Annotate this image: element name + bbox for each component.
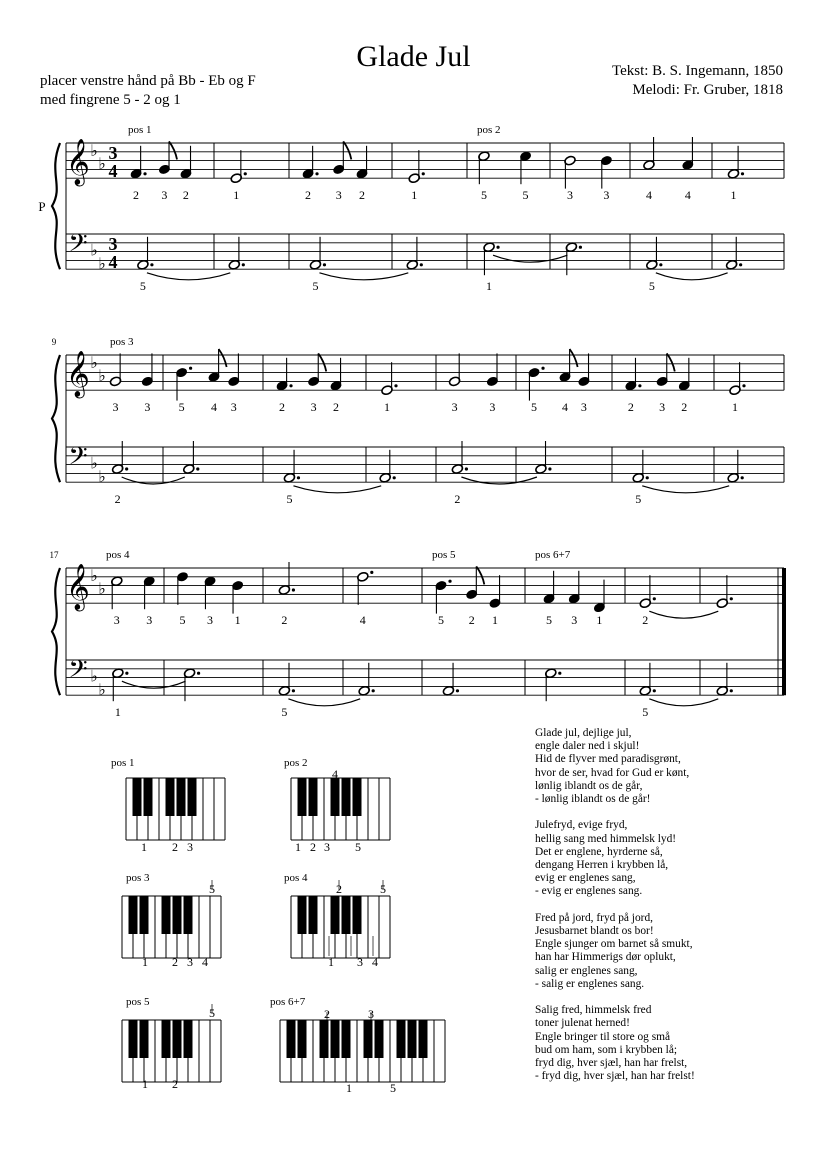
finger-number: 2 (642, 613, 649, 627)
diagram-finger-number: 2 (172, 840, 178, 854)
diagram-finger-number: 4 (332, 767, 338, 781)
augmentation-dot (370, 571, 373, 574)
diagram-finger-number: 3 (187, 840, 193, 854)
augmentation-dot (196, 467, 199, 470)
finger-number: 5 (531, 400, 538, 414)
finger-number: 5 (178, 400, 185, 414)
pos3-diagram (122, 872, 221, 969)
measure-number: 9 (51, 337, 57, 347)
finger-number: 4 (684, 188, 691, 202)
verse-1 (535, 727, 815, 806)
lyric-line: evig er englenes sang, (535, 872, 636, 885)
verse-3 (535, 912, 815, 991)
lyric-line: - evig er englenes sang. (535, 885, 643, 898)
page-title: Glade Jul (356, 40, 471, 73)
lyric-line: engle daler ned i skjul! (535, 740, 640, 753)
bass-finger-number: 1 (114, 705, 121, 719)
diagram-finger-number: 3 (368, 1007, 374, 1021)
augmentation-dot (739, 263, 742, 266)
eighth-flag (667, 353, 675, 371)
bass-clef-icon: 𝄢 (68, 443, 88, 476)
augmentation-dot (189, 367, 192, 370)
tie (642, 486, 729, 493)
brace (52, 355, 60, 482)
black-key (133, 778, 142, 816)
diagram-finger-number: 3 (324, 840, 330, 854)
tie (493, 255, 567, 262)
flat-icon: ♭ (98, 681, 106, 699)
augmentation-dot (393, 476, 396, 479)
lyric-line: Glade jul, dejlige jul, (535, 727, 632, 739)
lyric-line: dengang Herren i krybben lå, (535, 859, 669, 872)
tie (122, 681, 186, 688)
lyric-line: - salig er englenes sang. (535, 977, 645, 990)
diagram-finger-number: 3 (357, 955, 363, 969)
finger-number: 2 (182, 188, 189, 202)
tie (288, 699, 360, 706)
augmentation-dot (653, 689, 656, 692)
pos2-diagram (284, 757, 390, 854)
black-key (364, 1020, 373, 1058)
augmentation-dot (653, 597, 656, 600)
finger-number: 3 (335, 188, 342, 202)
black-key (331, 896, 340, 934)
position-label: pos 6+7 (535, 549, 571, 561)
black-key (342, 896, 351, 934)
finger-number: 1 (732, 400, 738, 414)
black-key (298, 778, 307, 816)
position-diagram-label: pos 5 (126, 996, 150, 1008)
black-key (188, 778, 197, 816)
augmentation-dot (646, 476, 649, 479)
diagram-finger-number: 5 (380, 882, 386, 896)
lyric-line: hellig sang med himmelsk lyd! (535, 832, 677, 845)
tie (122, 477, 185, 484)
black-key (140, 896, 149, 934)
finger-number: 2 (681, 400, 688, 414)
lyric-line: - fryd dig, hver sjæl, han har frelst! (535, 1070, 695, 1083)
black-key (173, 896, 182, 934)
black-key (408, 1020, 417, 1058)
bass-finger-number: 2 (114, 492, 121, 506)
finger-number: 3 (567, 188, 573, 202)
time-signature-denominator: 4 (108, 252, 118, 272)
bass-finger-number: 5 (635, 492, 642, 506)
black-key (353, 896, 362, 934)
black-key (173, 1020, 182, 1058)
black-key (162, 896, 171, 934)
black-key (144, 778, 153, 816)
finger-number: 2 (305, 188, 312, 202)
augmentation-dot (289, 384, 292, 387)
augmentation-dot (323, 263, 326, 266)
augmentation-dot (394, 384, 397, 387)
bass-clef-icon: 𝄢 (68, 230, 88, 263)
augmentation-dot (292, 689, 295, 692)
verse-4 (535, 1004, 815, 1083)
lyrics (535, 727, 815, 1097)
lyric-line: Fred på jord, fryd på jord, (535, 911, 653, 924)
tie (319, 273, 408, 280)
diagram-finger-number: 2 (172, 1077, 178, 1091)
flat-icon: ♭ (90, 567, 98, 585)
position-diagram-label: pos 1 (111, 757, 135, 769)
flat-icon: ♭ (98, 255, 106, 273)
treble-clef-icon: 𝄞 (66, 351, 90, 396)
black-key (342, 778, 351, 816)
finger-number: 3 (144, 400, 151, 414)
tie (293, 486, 381, 493)
bass-finger-number: 5 (286, 492, 293, 506)
augmentation-dot (456, 689, 459, 692)
finger-number: 1 (234, 613, 241, 627)
augmentation-dot (420, 263, 423, 266)
finger-number: 1 (411, 188, 418, 202)
augmentation-dot (422, 172, 425, 175)
diagram-finger-number: 2 (172, 955, 178, 969)
position-label: pos 2 (477, 124, 501, 136)
bass-finger-number: 5 (642, 705, 649, 719)
bass-finger-number: 2 (454, 492, 461, 506)
position-label: pos 3 (110, 336, 134, 348)
augmentation-dot (197, 672, 200, 675)
flat-icon: ♭ (98, 581, 106, 598)
bass-finger-number: 5 (139, 279, 146, 293)
diagram-finger-number: 5 (209, 1006, 215, 1020)
finger-number: 3 (603, 188, 610, 202)
lyric-line: Salig fred, himmelsk fred (535, 1004, 652, 1017)
pos1-diagram (111, 757, 225, 854)
lyric-line: - lønlig iblandt os de går! (535, 793, 651, 806)
bass-finger-number: 5 (312, 279, 319, 293)
augmentation-dot (125, 672, 128, 675)
diagram-finger-number: 1 (346, 1081, 352, 1095)
diagram-finger-number: 1 (142, 1077, 148, 1091)
finger-number: 4 (562, 400, 568, 414)
augmentation-dot (742, 384, 745, 387)
position-diagram-label: pos 2 (284, 757, 308, 769)
black-key (184, 1020, 193, 1058)
augmentation-dot (548, 467, 551, 470)
finger-number: 2 (358, 188, 365, 202)
time-signature-numerator: 3 (108, 143, 118, 163)
eighth-flag (476, 566, 484, 584)
lyric-line: bud om ham, som i krybben lå; (535, 1043, 678, 1056)
finger-number: 3 (571, 613, 578, 627)
augmentation-dot (558, 672, 561, 675)
instrument-label: P (38, 199, 46, 214)
diagram-finger-number: 2 (336, 882, 342, 896)
lyric-line: Hid de flyver med paradisgrønt, (535, 753, 681, 766)
flat-icon: ♭ (90, 242, 98, 260)
flat-icon: ♭ (98, 368, 106, 385)
flat-icon: ♭ (90, 455, 98, 473)
brace (52, 568, 60, 695)
time-signature-denominator: 4 (108, 161, 118, 181)
eighth-flag (219, 349, 227, 367)
black-key (184, 896, 193, 934)
augmentation-dot (315, 172, 318, 175)
pos6-7-diagram (270, 996, 445, 1095)
position-diagram-label: pos 6+7 (270, 996, 306, 1008)
finger-number: 3 (310, 400, 317, 414)
treble-clef-icon: 𝄞 (66, 139, 90, 184)
finger-number: 3 (580, 400, 587, 414)
eighth-flag (343, 141, 351, 159)
finger-number: 1 (596, 613, 603, 627)
augmentation-dot (741, 172, 744, 175)
finger-number: 3 (489, 400, 496, 414)
lyric-line: Det er englene, hyrderne så, (535, 845, 663, 858)
finger-number: 3 (207, 613, 214, 627)
position-diagram-label: pos 3 (126, 872, 150, 884)
lyric-line: lønlig iblandt os de går, (535, 779, 643, 792)
diagram-finger-number: 1 (142, 955, 148, 969)
finger-number: 2 (281, 613, 288, 627)
hand-placement-instructions (40, 72, 256, 110)
bass-finger-number: 5 (281, 705, 288, 719)
black-key (298, 896, 307, 934)
black-key (320, 1020, 329, 1058)
flat-icon: ♭ (98, 468, 106, 486)
position-label: pos 5 (432, 549, 456, 561)
pos5-diagram (122, 996, 221, 1091)
finger-number: 4 (645, 188, 652, 202)
flat-icon: ♭ (90, 668, 98, 686)
augmentation-dot (244, 172, 247, 175)
augmentation-dot (292, 588, 295, 591)
tie (649, 611, 718, 618)
bass-finger-number: 1 (486, 279, 493, 293)
finger-number: 4 (359, 613, 366, 627)
lyric-line: Jesusbarnet blandt os bor! (535, 925, 654, 938)
composer-credit: Melodi: Fr. Gruber, 1818 (632, 82, 783, 98)
diagram-finger-number: 1 (295, 840, 301, 854)
black-key (419, 1020, 428, 1058)
augmentation-dot (448, 580, 451, 583)
augmentation-dot (741, 476, 744, 479)
black-key (298, 1020, 307, 1058)
diagram-finger-number: 1 (141, 840, 147, 854)
diagram-finger-number: 2 (324, 1007, 330, 1021)
finger-number: 5 (546, 613, 552, 627)
flat-icon: ♭ (90, 354, 98, 372)
finger-number: 3 (659, 400, 666, 414)
eighth-flag (570, 349, 578, 367)
black-key (342, 1020, 351, 1058)
diagram-finger-number: 1 (328, 955, 334, 969)
verse-2 (535, 819, 815, 898)
diagram-finger-number: 4 (372, 955, 378, 969)
lyricist-credit: Tekst: B. S. Ingemann, 1850 (611, 63, 783, 79)
black-key (287, 1020, 296, 1058)
finger-number: 2 (279, 400, 286, 414)
time-signature-numerator: 3 (108, 234, 118, 254)
augmentation-dot (297, 476, 300, 479)
black-key (309, 778, 318, 816)
diagram-finger-number: 4 (202, 955, 208, 969)
diagram-finger-number: 2 (310, 840, 316, 854)
augmentation-dot (150, 263, 153, 266)
augmentation-dot (541, 367, 544, 370)
black-key (162, 1020, 171, 1058)
lyric-line: toner julenat herned! (535, 1017, 630, 1030)
finger-number: 4 (211, 400, 217, 414)
lyric-line: Engle sjunger om barnet så smukt, (535, 938, 693, 951)
measure-number: 17 (49, 550, 59, 560)
augmentation-dot (465, 467, 468, 470)
flat-icon: ♭ (98, 156, 106, 173)
tie (147, 273, 230, 280)
augmentation-dot (372, 689, 375, 692)
eighth-flag (169, 141, 177, 159)
eighth-flag (318, 353, 326, 371)
finger-number: 2 (332, 400, 339, 414)
finger-number: 3 (113, 613, 120, 627)
finger-number: 3 (146, 613, 153, 627)
tie (656, 273, 728, 280)
finger-number: 3 (451, 400, 458, 414)
diagram-finger-number: 5 (390, 1081, 396, 1095)
black-key (140, 1020, 149, 1058)
credits (612, 62, 783, 100)
finger-number: 2 (133, 188, 140, 202)
augmentation-dot (730, 689, 733, 692)
bass-finger-number: 5 (648, 279, 655, 293)
finger-number: 3 (161, 188, 168, 202)
augmentation-dot (730, 597, 733, 600)
augmentation-dot (143, 172, 146, 175)
position-label: pos 1 (128, 124, 152, 136)
finger-number: 1 (730, 188, 737, 202)
black-key (129, 1020, 138, 1058)
lyric-line: Engle bringer til store og små (535, 1030, 671, 1043)
brace (52, 143, 60, 269)
diagram-finger-number: 5 (209, 882, 215, 896)
lyric-line: salig er englenes sang, (535, 964, 638, 977)
augmentation-dot (125, 467, 128, 470)
augmentation-dot (579, 246, 582, 249)
black-key (397, 1020, 406, 1058)
finger-number: 3 (112, 400, 119, 414)
lyric-line: han har Himmerigs dør oplukt, (535, 951, 676, 964)
finger-number: 1 (384, 400, 390, 414)
diagram-finger-number: 3 (187, 955, 193, 969)
flat-icon: ♭ (90, 142, 98, 160)
augmentation-dot (638, 384, 641, 387)
instruction-line: placer venstre hånd på Bb - Eb og F (40, 73, 256, 89)
instruction-line: med fingrene 5 - 2 og 1 (40, 92, 181, 108)
finger-number: 3 (230, 400, 237, 414)
position-diagram-label: pos 4 (284, 872, 308, 884)
treble-clef-icon: 𝄞 (66, 564, 90, 609)
black-key (177, 778, 186, 816)
lyric-line: fryd dig, hver sjæl, han har frelst, (535, 1057, 688, 1070)
black-key (375, 1020, 384, 1058)
finger-number: 5 (179, 613, 186, 627)
augmentation-dot (496, 246, 499, 249)
tie (461, 477, 537, 484)
bass-clef-icon: 𝄢 (68, 656, 88, 689)
augmentation-dot (242, 263, 245, 266)
diagram-finger-number: 5 (355, 840, 361, 854)
position-label: pos 4 (106, 549, 130, 561)
black-key (309, 896, 318, 934)
finger-number: 2 (627, 400, 634, 414)
finger-number: 5 (480, 188, 487, 202)
black-key (353, 778, 362, 816)
finger-number: 1 (233, 188, 240, 202)
augmentation-dot (659, 263, 662, 266)
tie (649, 699, 718, 706)
lyric-line: hvor de ser, hvad for Gud er kønt, (535, 766, 690, 779)
finger-number: 5 (522, 188, 529, 202)
finger-number: 5 (438, 613, 445, 627)
black-key (129, 896, 138, 934)
black-key (331, 1020, 340, 1058)
finger-number: 2 (468, 613, 475, 627)
finger-number: 1 (491, 613, 498, 627)
lyric-line: Julefryd, evige fryd, (535, 819, 628, 832)
pos4-diagram (284, 872, 390, 969)
black-key (166, 778, 175, 816)
